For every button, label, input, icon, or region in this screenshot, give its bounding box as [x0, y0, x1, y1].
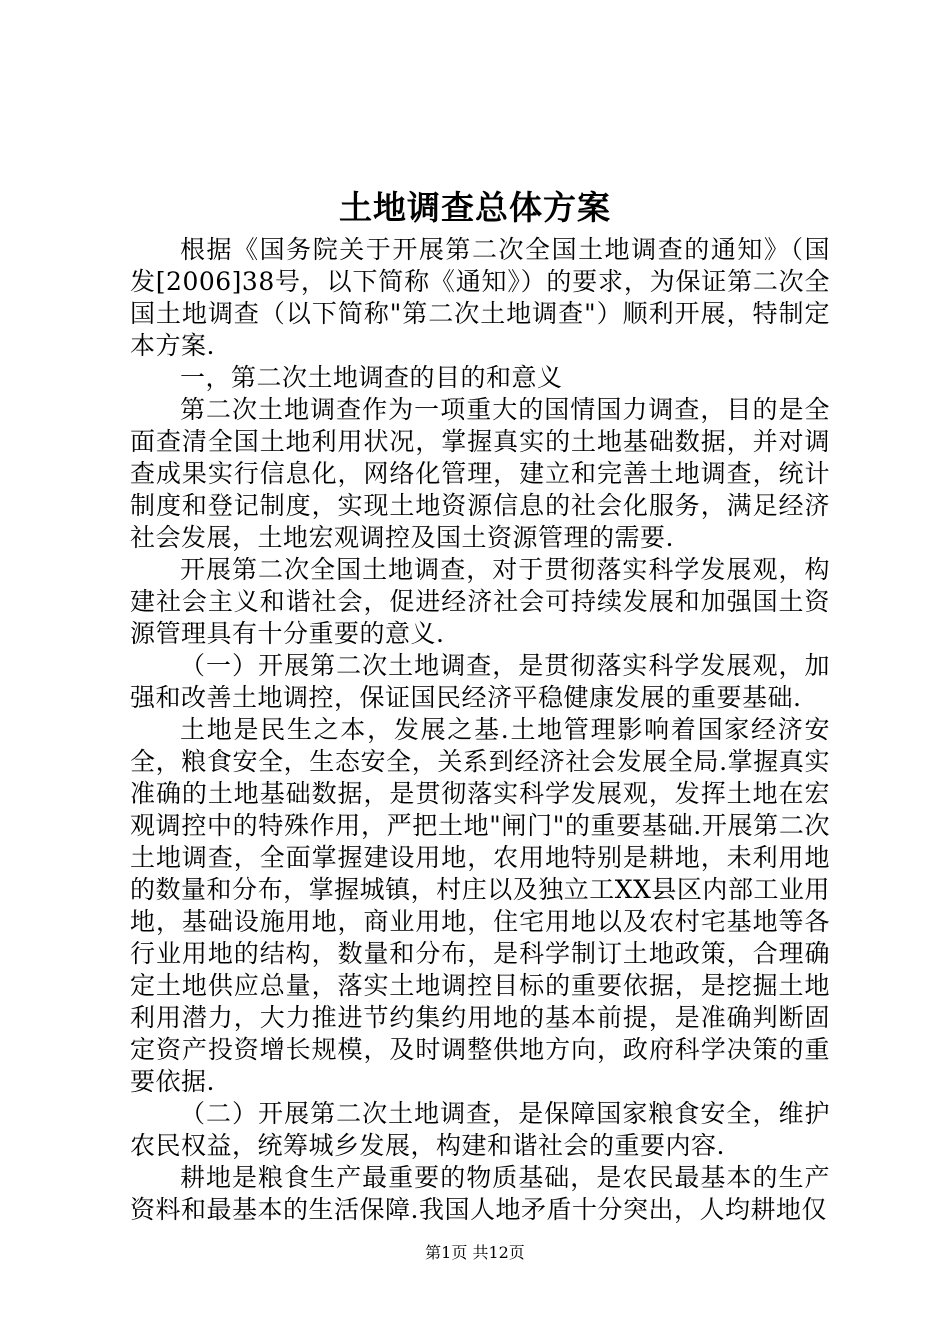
paragraph: 第二次土地调查作为一项重大的国情国力调查，目的是全面查清全国土地利用状况，掌握真实的土地基础数据，并对调查成果实行信息化，网络化管理，建立和完善土地调查，统计制度和登记制度，实现土地资源信息的社会化服务，满足经济社会发展，土地宏观调控及国土资源管理的需要.	[130, 395, 830, 552]
subsection-heading: （二）开展第二次土地调查，是保障国家粮食安全，维护农民权益，统筹城乡发展，构建和谐社会的重要内容.	[130, 1099, 830, 1160]
document-title: 土地调查总体方案	[339, 188, 611, 227]
paragraph: 土地是民生之本，发展之基.土地管理影响着国家经济安全，粮食安全，生态安全，关系到经济社会发展全局.掌握真实准确的土地基础数据，是贯彻落实科学发展观，发挥土地在宏观调控中的特殊作用，严把土地"闸门"的重要基础.开展第二次土地调查，全面掌握建设用地，农用地特别是耕地，未利用地的数量和分布，掌握城镇，村庄以及独立工XX县区内部工业用地，基础设施用地，商业用地，住宅用地以及农村宅基地等各行业用地的结构，数量和分布，是科学制订土地政策，合理确定土地供应总量，落实土地调控目标的重要依据，是挖掘土地利用潜力，大力推进节约集约用地的基本前提，是准确判断固定资产投资增长规模，及时调整供地方向，政府科学决策的重要依据.	[130, 715, 830, 1096]
paragraph: 耕地是粮食生产最重要的物质基础，是农民最基本的生产资料和最基本的生活保障.我国人地矛盾十分突出，人均耕地仅	[130, 1163, 830, 1224]
subsection-heading: （一）开展第二次土地调查，是贯彻落实科学发展观，加强和改善土地调控，保证国民经济平稳健康发展的重要基础.	[130, 651, 830, 712]
page-footer: 第1页 共12页	[425, 1243, 525, 1262]
document-body	[130, 234, 830, 1226]
section-heading: 一，第二次土地调查的目的和意义	[180, 363, 563, 392]
paragraph: 开展第二次全国土地调查，对于贯彻落实科学发展观，构建社会主义和谐社会，促进经济社会可持续发展和加强国土资源管理具有十分重要的意义.	[130, 555, 830, 648]
paragraph: 根据《国务院关于开展第二次全国土地调查的通知》（国发[2006]38号，以下简称《通知》）的要求，为保证第二次全国土地调查（以下简称"第二次土地调查"）顺利开展，特制定本方案.	[130, 235, 830, 360]
